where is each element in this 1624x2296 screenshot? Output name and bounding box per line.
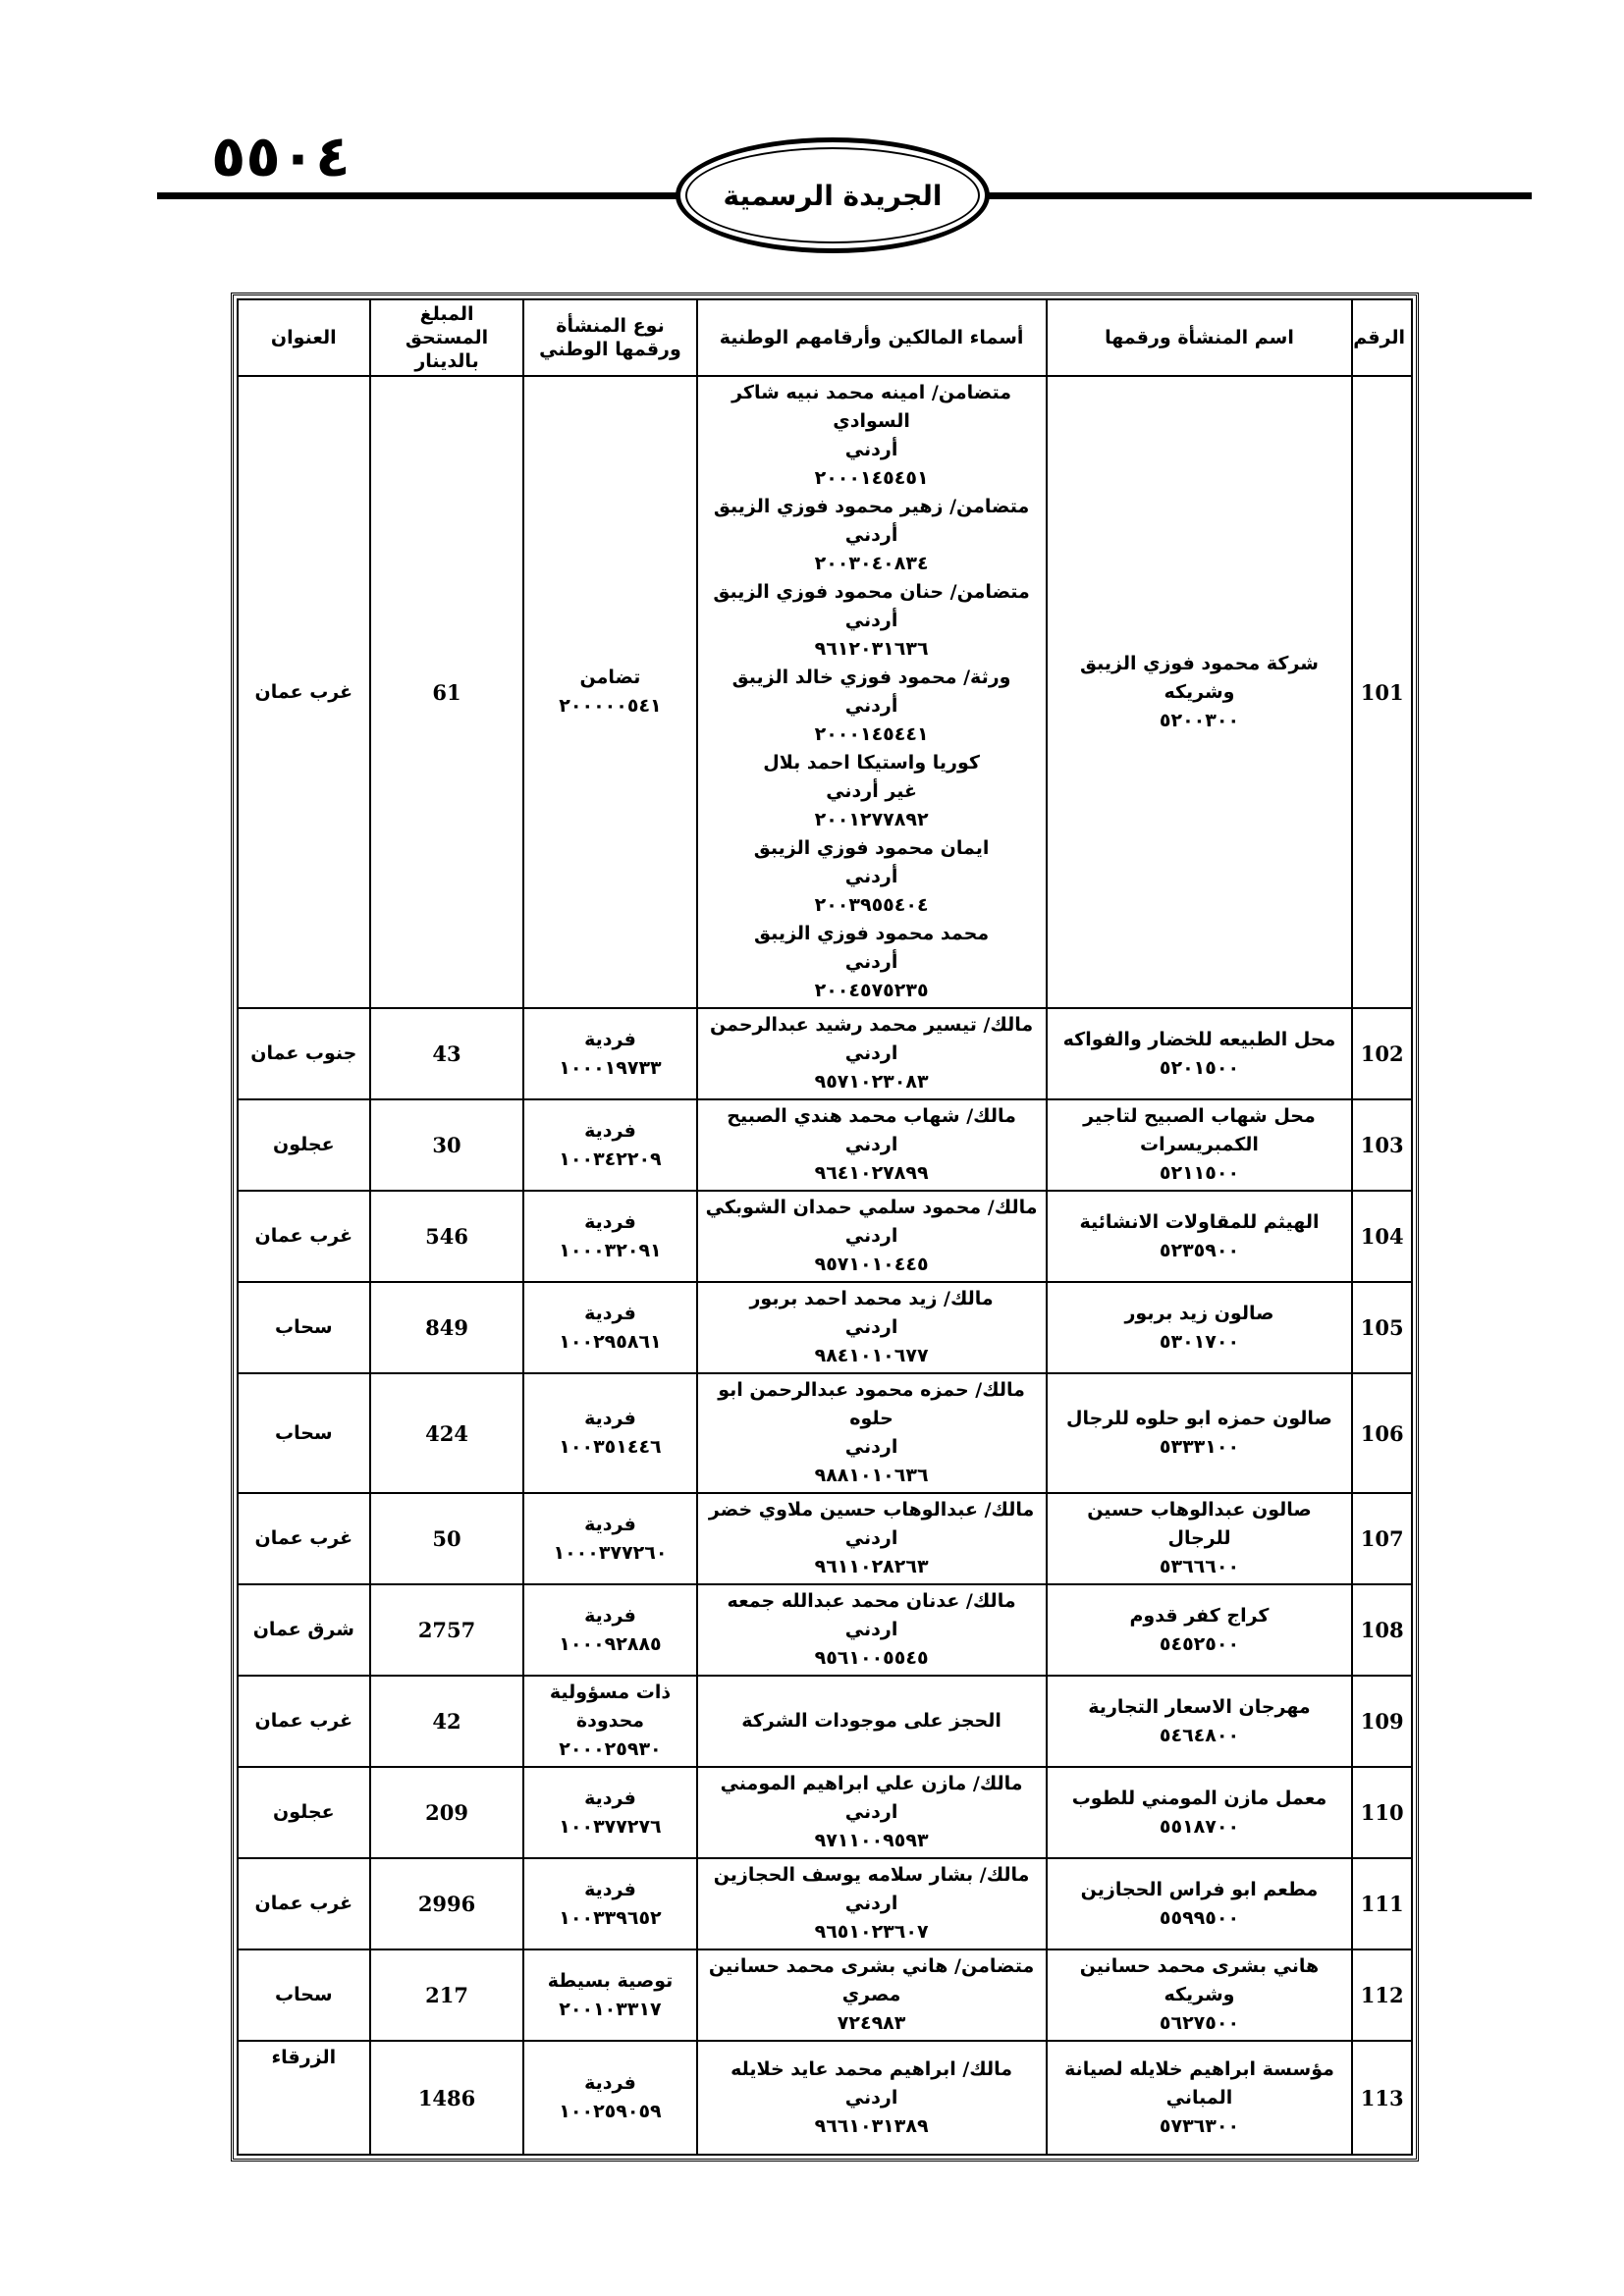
row-number: 106 — [1352, 1373, 1412, 1493]
table-row — [238, 1373, 1412, 1493]
cell-line: ٩٥٦١٠٠٥٥٤٥ — [814, 1647, 929, 1669]
owners-cell — [697, 1584, 1047, 1676]
row-number: 102 — [1352, 1008, 1412, 1099]
cell-line: متضامن/ هاني بشرى محمد حسانين — [708, 1955, 1035, 1977]
address-cell: غرب عمان — [238, 1493, 370, 1584]
cell-line: ١٠٠٣٥١٤٤٦ — [559, 1436, 662, 1458]
establishment-cell — [1047, 1858, 1353, 1949]
col-header-amount: المبلغ المستحق بالدينار — [370, 299, 524, 376]
cell-line: فردية — [584, 1408, 636, 1429]
cell-line: مالك/ عبدالوهاب حسين ملاوي خضر — [708, 1499, 1035, 1521]
cell-line: مؤسسة ابراهيم خلايله لصيانة — [1064, 2057, 1334, 2080]
type-cell — [523, 1767, 696, 1858]
cell-line: ٢٠٠٤٥٧٥٢٣٥ — [814, 980, 929, 1001]
col-header-no: الرقم — [1352, 299, 1412, 376]
owner-entry — [704, 1952, 1040, 2038]
gazette-title: الجريدة الرسمية — [723, 179, 943, 212]
address-cell: سحاب — [238, 1282, 370, 1373]
establishment-cell — [1047, 1676, 1353, 1767]
amount-cell: 209 — [370, 1767, 524, 1858]
cell-line: ٩٦٥١٠٢٣٦٠٧ — [814, 1921, 929, 1943]
cell-line: مالك/ بشار سلامه يوسف الحجازين — [713, 1864, 1030, 1886]
table-row — [238, 1282, 1412, 1373]
cell-line: فردية — [584, 1604, 636, 1627]
cell-line: الحجز على موجودات الشركة — [741, 1710, 1001, 1732]
cell-line: ٩٨٤١٠١٠٦٧٧ — [814, 1345, 929, 1366]
table-row — [238, 1858, 1412, 1949]
cell-line: معمل مازن المومني للطوب — [1071, 1787, 1327, 1809]
cell-line: غير أردني — [826, 780, 917, 802]
amount-cell: 61 — [370, 376, 524, 1008]
owners-cell — [697, 1099, 1047, 1191]
cell-line: متضامن/ زهير محمود فوزي الزيبق — [713, 496, 1030, 517]
cell-line: اردني — [844, 1527, 898, 1549]
amount-cell: 849 — [370, 1282, 524, 1373]
cell-line: مطعم ابو فراس الحجازين — [1080, 1878, 1319, 1900]
cell-line: اردني — [844, 2086, 898, 2109]
owners-cell — [697, 1676, 1047, 1767]
cell-line: كوريا واستيكا احمد بلال — [763, 752, 980, 774]
cell-line: فردية — [584, 1302, 636, 1324]
cell-line: ٥٢٠١٥٠٠ — [1159, 1056, 1240, 1079]
cell-line: ٢٠٠١٠٣٣١٧ — [559, 1998, 662, 2020]
cell-line: أردني — [844, 866, 898, 887]
cell-line: مصري — [841, 1984, 901, 2005]
cell-line: ١٠٠٢٥٩٠٥٩ — [559, 2101, 662, 2122]
cell-line: صالون حمزه ابو حلوه للرجال — [1066, 1408, 1332, 1429]
owners-cell — [697, 1493, 1047, 1584]
address-cell: غرب عمان — [238, 1191, 370, 1282]
address-cell: جنوب عمان — [238, 1008, 370, 1099]
type-cell — [523, 1949, 696, 2041]
owners-cell — [697, 376, 1047, 1008]
cell-line: ذات مسؤولية — [549, 1682, 672, 1703]
table-row — [238, 1493, 1412, 1584]
cell-line: ورثة/ محمود فوزي خالد الزيبق — [731, 667, 1011, 688]
companies-table — [237, 298, 1413, 2156]
table-row — [238, 376, 1412, 1008]
cell-line: مالك/ زيد محمد احمد بربور — [749, 1288, 994, 1309]
cell-line: متضامن/ امينه محمد نبيه شاكر السوادي — [731, 382, 1012, 432]
cell-line: ٥٦٢٧٥٠٠ — [1159, 2012, 1240, 2034]
cell-line: أردني — [844, 951, 898, 973]
cell-line: فردية — [584, 1210, 636, 1233]
address-cell: الزرقاء — [238, 2041, 370, 2155]
cell-line: ٥٥١٨٧٠٠ — [1159, 1815, 1240, 1838]
establishment-cell — [1047, 2041, 1353, 2155]
col-header-owners: أسماء المالكين وأرقامهم الوطنية — [697, 299, 1047, 376]
row-number: 107 — [1352, 1493, 1412, 1584]
type-cell — [523, 1858, 696, 1949]
cell-line: متضامن/ حنان محمود فوزي الزيبق — [713, 581, 1030, 603]
owner-entry — [704, 1194, 1040, 1279]
owner-entry — [704, 1011, 1040, 1096]
owners-cell — [697, 1858, 1047, 1949]
cell-line: محل الطبيعه للخضار والفواكه — [1062, 1028, 1336, 1050]
table-row — [238, 1584, 1412, 1676]
cell-line: مهرجان الاسعار التجارية — [1088, 1695, 1311, 1718]
address-cell: عجلون — [238, 1099, 370, 1191]
cell-line: اردني — [844, 1042, 898, 1064]
cell-line: ٥٢٠٠٣٠٠ — [1159, 709, 1240, 731]
cell-line: اردني — [844, 1893, 898, 1914]
amount-cell: 42 — [370, 1676, 524, 1767]
cell-line: ١٠٠٢٩٥٨٦١ — [559, 1330, 662, 1353]
cell-line: ١٠٠٠٣٧٧٢٦٠ — [553, 1541, 668, 1564]
type-cell — [523, 1584, 696, 1676]
row-number: 105 — [1352, 1282, 1412, 1373]
owners-cell — [697, 2041, 1047, 2155]
owner-entry — [704, 1496, 1040, 1581]
cell-line: ٩٦١١٠٢٨٢٦٣ — [814, 1556, 929, 1577]
owner-entry — [704, 1770, 1040, 1855]
cell-line: هاني بشرى محمد حسانين وشريكه — [1079, 1955, 1320, 2005]
amount-cell: 546 — [370, 1191, 524, 1282]
cell-line: فردية — [584, 1119, 636, 1142]
establishment-cell — [1047, 1767, 1353, 1858]
type-cell — [523, 1282, 696, 1373]
cell-line: فردية — [584, 2072, 636, 2094]
cell-line: اردني — [844, 1436, 898, 1458]
cell-line: صالون زيد بربور — [1124, 1302, 1274, 1324]
owner-entry — [704, 2056, 1040, 2141]
amount-cell: 30 — [370, 1099, 524, 1191]
cell-line: أردني — [844, 610, 898, 631]
amount-cell: 2757 — [370, 1584, 524, 1676]
type-cell — [523, 1493, 696, 1584]
cell-line: الكمبريسرات — [1140, 1134, 1259, 1155]
cell-line: ٩٦٤١٠٢٧٨٩٩ — [814, 1162, 929, 1184]
owner-entry — [704, 749, 1040, 834]
amount-cell: 50 — [370, 1493, 524, 1584]
cell-line: فردية — [584, 1513, 636, 1535]
type-cell — [523, 1191, 696, 1282]
establishment-cell — [1047, 1493, 1353, 1584]
type-cell — [523, 1373, 696, 1493]
owners-cell — [697, 1767, 1047, 1858]
cell-line: فردية — [584, 1878, 636, 1900]
row-number: 113 — [1352, 2041, 1412, 2155]
cell-line: اردني — [844, 1619, 898, 1640]
cell-line: أردني — [844, 524, 898, 546]
cell-line: فردية — [584, 1787, 636, 1809]
cell-line: محل شهاب الصبيح لتاجير — [1083, 1105, 1316, 1127]
establishment-cell — [1047, 1282, 1353, 1373]
table-row — [238, 1676, 1412, 1767]
cell-line: فردية — [584, 1028, 636, 1050]
row-number: 110 — [1352, 1767, 1412, 1858]
table-row — [238, 1191, 1412, 1282]
cell-line: صالون عبدالوهاب حسين للرجال — [1087, 1499, 1312, 1549]
gazette-masthead — [676, 137, 990, 253]
owners-cell — [697, 1373, 1047, 1493]
establishment-cell — [1047, 376, 1353, 1008]
cell-line: ٥٤٥٢٥٠٠ — [1159, 1632, 1240, 1655]
cell-line: اردني — [844, 1801, 898, 1823]
table-row — [238, 1949, 1412, 2041]
owner-entry — [704, 1376, 1040, 1490]
table-body — [238, 376, 1412, 2155]
address-cell: عجلون — [238, 1767, 370, 1858]
owner-entry — [704, 1285, 1040, 1370]
cell-line: ٢٠٠٠١٤٥٤٤١ — [814, 723, 929, 745]
owner-entry — [704, 1707, 1040, 1735]
cell-line: ٩٥٧١٠١٠٤٤٥ — [814, 1254, 929, 1275]
cell-line: ٥٥٩٩٥٠٠ — [1159, 1906, 1240, 1929]
establishment-cell — [1047, 1099, 1353, 1191]
cell-line: ٩٧١١٠٠٩٥٩٣ — [814, 1830, 929, 1851]
cell-line: المباني — [1165, 2086, 1233, 2109]
cell-line: ١٠٠٠١٩٧٣٣ — [559, 1056, 662, 1079]
cell-line: توصية بسيطة — [547, 1969, 674, 1992]
amount-cell: 43 — [370, 1008, 524, 1099]
address-cell: شرق عمان — [238, 1584, 370, 1676]
cell-line: ١٠٠٣٤٢٢٠٩ — [559, 1148, 662, 1170]
cell-line: ٥٢١١٥٠٠ — [1159, 1162, 1240, 1184]
owner-entry — [704, 1587, 1040, 1673]
cell-line: مالك/ مازن علي ابراهيم المومني — [720, 1773, 1023, 1794]
table-row — [238, 2041, 1412, 2155]
amount-cell: 217 — [370, 1949, 524, 2041]
cell-line: ٧٢٤٩٨٣ — [837, 2012, 906, 2034]
col-header-establishment: اسم المنشأة ورقمها — [1047, 299, 1353, 376]
table-row — [238, 1099, 1412, 1191]
row-number: 109 — [1352, 1676, 1412, 1767]
cell-line: ٢٠٠٣٠٤٠٨٣٤ — [814, 553, 929, 574]
col-header-type: نوع المنشأة ورقمها الوطني — [523, 299, 696, 376]
table-row — [238, 1008, 1412, 1099]
cell-line: ٩٨٨١٠١٠٦٣٦ — [814, 1465, 929, 1486]
cell-line: أردني — [844, 695, 898, 717]
cell-line: مالك/ حمزه محمود عبدالرحمن ابو حلوه — [718, 1379, 1025, 1429]
cell-line: اردني — [844, 1134, 898, 1155]
cell-line: أردني — [844, 439, 898, 460]
owner-entry — [704, 578, 1040, 664]
address-cell: غرب عمان — [238, 376, 370, 1008]
table-row — [238, 1767, 1412, 1858]
table-header-row — [238, 299, 1412, 376]
cell-line: اردني — [844, 1225, 898, 1247]
cell-line: مالك/ تيسير محمد رشيد عبدالرحمن — [710, 1014, 1034, 1036]
type-cell — [523, 2041, 696, 2155]
cell-line: محدودة — [575, 1710, 645, 1732]
owner-entry — [704, 920, 1040, 1005]
cell-line: اردني — [844, 1316, 898, 1338]
owner-entry — [704, 493, 1040, 578]
cell-line: ٢٠٠٠٢٥٩٣٠ — [559, 1738, 662, 1760]
cell-line: الهيثم للمقاولات الانشائية — [1079, 1210, 1320, 1233]
cell-line: تضامن — [579, 667, 641, 688]
cell-line: ٢٠٠٠١٤٥٤٥١ — [814, 467, 929, 489]
cell-line: وشريكه — [1164, 680, 1235, 703]
companies-table-frame — [231, 293, 1419, 2162]
page-number: ٥٥٠٤ — [211, 123, 351, 189]
cell-line: ١٠٠٣٧٧٢٧٦ — [559, 1815, 662, 1838]
cell-line: ٢٠٠١٢٧٧٨٩٢ — [814, 809, 929, 830]
owners-cell — [697, 1008, 1047, 1099]
type-cell — [523, 1099, 696, 1191]
cell-line: ٢٠٠٣٩٥٥٤٠٤ — [814, 894, 929, 916]
cell-line: مالك/ عدنان محمد عبدالله جمعه — [727, 1590, 1016, 1612]
address-cell: سحاب — [238, 1373, 370, 1493]
cell-line: ٥٣٦٦٦٠٠ — [1159, 1556, 1240, 1577]
establishment-cell — [1047, 1373, 1353, 1493]
cell-line: ١٠٠٠٩٢٨٨٥ — [559, 1632, 662, 1655]
row-number: 108 — [1352, 1584, 1412, 1676]
cell-line: مالك/ ابراهيم محمد عايد خلايله — [731, 2057, 1012, 2080]
cell-line: كراج كفر قدوم — [1129, 1604, 1270, 1627]
establishment-cell — [1047, 1008, 1353, 1099]
cell-line: ٢٠٠٠٠٠٥٤١ — [559, 695, 662, 717]
row-number: 112 — [1352, 1949, 1412, 2041]
type-cell — [523, 1008, 696, 1099]
owner-entry — [704, 1861, 1040, 1947]
type-cell — [523, 1676, 696, 1767]
cell-line: ٥٣٠١٧٠٠ — [1159, 1330, 1240, 1353]
cell-line: ٩٦١٢٠٣١٦٣٦ — [814, 638, 929, 660]
cell-line: ٥٣٣٣١٠٠ — [1159, 1436, 1240, 1458]
row-number: 104 — [1352, 1191, 1412, 1282]
owners-cell — [697, 1191, 1047, 1282]
address-cell: سحاب — [238, 1949, 370, 2041]
type-cell — [523, 376, 696, 1008]
cell-line: ٥٧٣٦٣٠٠ — [1159, 2114, 1240, 2137]
owner-entry — [704, 1102, 1040, 1188]
cell-line: ايمان محمود فوزي الزيبق — [753, 837, 990, 859]
cell-line: ٥٤٦٤٨٠٠ — [1159, 1724, 1240, 1746]
row-number: 101 — [1352, 376, 1412, 1008]
row-number: 111 — [1352, 1858, 1412, 1949]
owner-entry — [704, 379, 1040, 493]
address-cell: غرب عمان — [238, 1858, 370, 1949]
owners-cell — [697, 1949, 1047, 2041]
address-cell: غرب عمان — [238, 1676, 370, 1767]
establishment-cell — [1047, 1949, 1353, 2041]
owners-cell — [697, 1282, 1047, 1373]
owner-entry — [704, 664, 1040, 749]
amount-cell: 424 — [370, 1373, 524, 1493]
amount-cell: 2996 — [370, 1858, 524, 1949]
cell-line: محمد محمود فوزي الزيبق — [754, 923, 990, 944]
cell-line: مالك/ محمود سلمي حمدان الشوبكي — [705, 1197, 1038, 1218]
cell-line: شركة محمود فوزي الزيبق — [1079, 652, 1319, 674]
cell-line: ٩٥٧١٠٢٣٠٨٣ — [814, 1071, 929, 1093]
amount-cell: 1486 — [370, 2041, 524, 2155]
establishment-cell — [1047, 1191, 1353, 1282]
cell-line: ٥٢٣٥٩٠٠ — [1159, 1239, 1240, 1261]
owner-entry — [704, 834, 1040, 920]
cell-line: ١٠٠٠٣٢٠٩١ — [559, 1239, 662, 1261]
row-number: 103 — [1352, 1099, 1412, 1191]
cell-line: ٩٦٦١٠٣١٣٨٩ — [814, 2114, 929, 2137]
establishment-cell — [1047, 1584, 1353, 1676]
cell-line: ١٠٠٣٣٩٦٥٢ — [559, 1906, 662, 1929]
cell-line: مالك/ شهاب محمد هندي الصبيح — [727, 1105, 1016, 1127]
col-header-address: العنوان — [238, 299, 370, 376]
